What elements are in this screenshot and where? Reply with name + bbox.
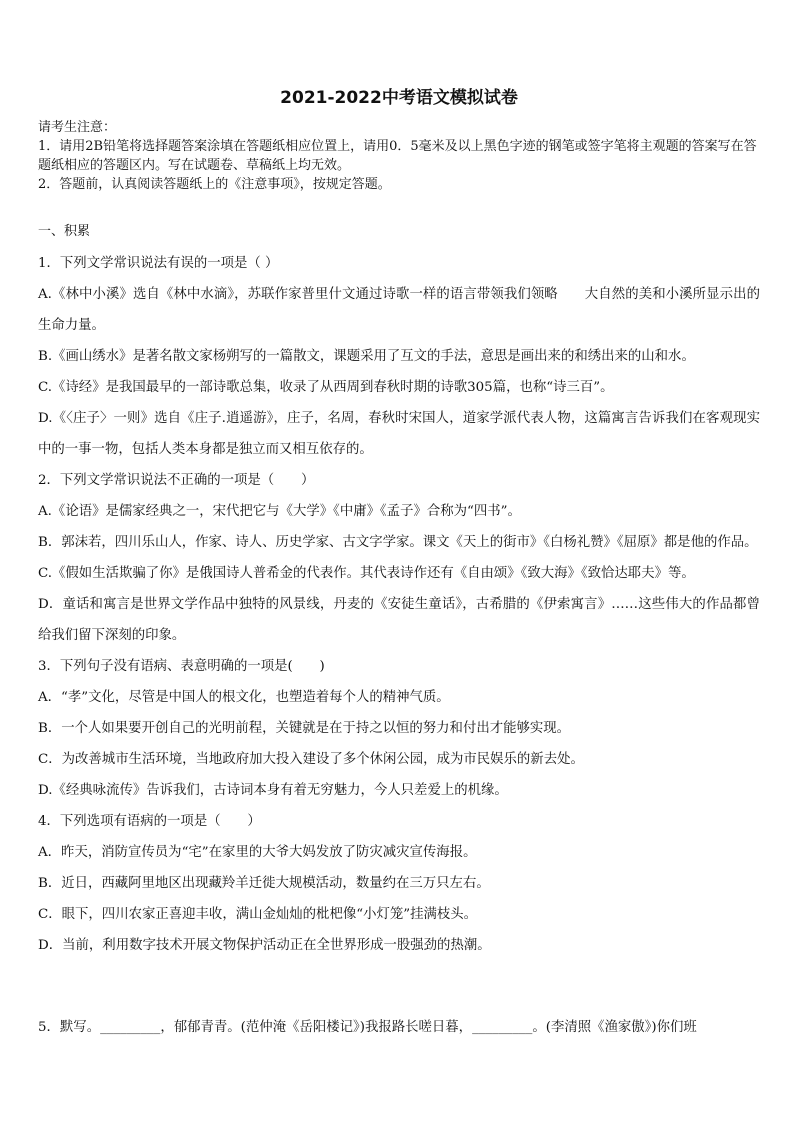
question-option: B．近日，西藏阿里地区出现藏羚羊迁徙大规模活动，数量约在三万只左右。 — [38, 876, 490, 891]
question-option: D.《经典咏流传》告诉我们，古诗词本身有着无穷魅力，今人只差爱上的机缘。 — [38, 783, 508, 798]
question-option: D．当前，利用数字技术开展文物保护活动正在全世界形成一股强劲的热潮。 — [38, 938, 491, 953]
question-5-dictation: 5．默写。_________，郁郁青青。(范仲淹《岳阳楼记》)我报路长嗟日暮，_________。(李清照《渔家傲》)你们班 — [38, 1020, 697, 1035]
section-heading: 一、积累 — [38, 224, 91, 239]
question-option: A．昨天，消防宣传员为“宅”在家里的大爷大妈发放了防灾减灾宣传海报。 — [38, 845, 477, 860]
question-option: B．郭沫若，四川乐山人，作家、诗人、历史学家、古文字学家。课文《天上的街市》《白杨礼赞》《屈原》都是他的作品。 — [38, 535, 758, 550]
question-option: A.《林中小溪》选自《林中水滴》，苏联作家普里什文通过诗歌一样的语言带领我们领略 大自然的美和小溪所显示出的生命力量。 — [38, 287, 760, 333]
question-option: D.《〈庄子〉一则》选自《庄子.逍遥游》，庄子，名周，春秋时宋国人，道家学派代表人物，这篇寓言告诉我们在客观现实中的一事一物，包括人类本身都是独立而又相互依存的。 — [38, 411, 760, 457]
question-option: A.《论语》是儒家经典之一，宋代把它与《大学》《中庸》《孟子》合称为“四书”。 — [38, 504, 521, 519]
question-list — [38, 248, 760, 961]
question-stem: 2．下列文学常识说法不正确的一项是（ ） — [38, 473, 315, 488]
question-option: B．一个人如果要开创自己的光明前程，关键就是在于持之以恒的努力和付出才能够实现。 — [38, 721, 571, 736]
notice-block — [38, 118, 760, 194]
question-option: B.《画山绣水》是著名散文家杨朔写的一篇散文，课题采用了互文的手法，意思是画出来的和绣出来的山和水。 — [38, 349, 695, 364]
question-stem: 3．下列句子没有语病、表意明确的一项是( ) — [38, 659, 325, 674]
notice-item: 1．请用2B铅笔将选择题答案涂填在答题纸相应位置上，请用0．5毫米及以上黑色字迹的钢笔或签字笔将主观题的答案写在答题纸相应的答题区内。写在试题卷、草稿纸上均无效。 — [38, 139, 757, 173]
exam-title: 2021-2022中考语文模拟试卷 — [280, 88, 518, 108]
notice-heading: 请考生注意： — [38, 120, 117, 135]
question-option: D．童话和寓言是世界文学作品中独特的风景线，丹麦的《安徒生童话》，古希腊的《伊索寓言》……这些伟大的作品都曾给我们留下深刻的印象。 — [38, 597, 760, 643]
question-stem: 4．下列选项有语病的一项是（ ） — [38, 814, 261, 829]
question-option: C．眼下，四川农家正喜迎丰收，满山金灿灿的枇杷像“小灯笼”挂满枝头。 — [38, 907, 478, 922]
question-option: C.《假如生活欺骗了你》是俄国诗人普希金的代表作。其代表诗作还有《自由颂》《致大海》《致恰达耶夫》等。 — [38, 566, 695, 581]
question-option: A．“孝”文化，尽管是中国人的根文化，也塑造着每个人的精神气质。 — [38, 690, 450, 705]
question-option: C．为改善城市生活环境，当地政府加大投入建设了多个休闲公园，成为市民娱乐的新去处。 — [38, 752, 584, 767]
question-option: C.《诗经》是我国最早的一部诗歌总集，收录了从西周到春秋时期的诗歌305篇，也称“诗三百”。 — [38, 380, 614, 395]
notice-item: 2．答题前，认真阅读答题纸上的《注意事项》，按规定答题。 — [38, 177, 391, 192]
question-stem: 1．下列文学常识说法有误的一项是（ ） — [38, 256, 279, 271]
